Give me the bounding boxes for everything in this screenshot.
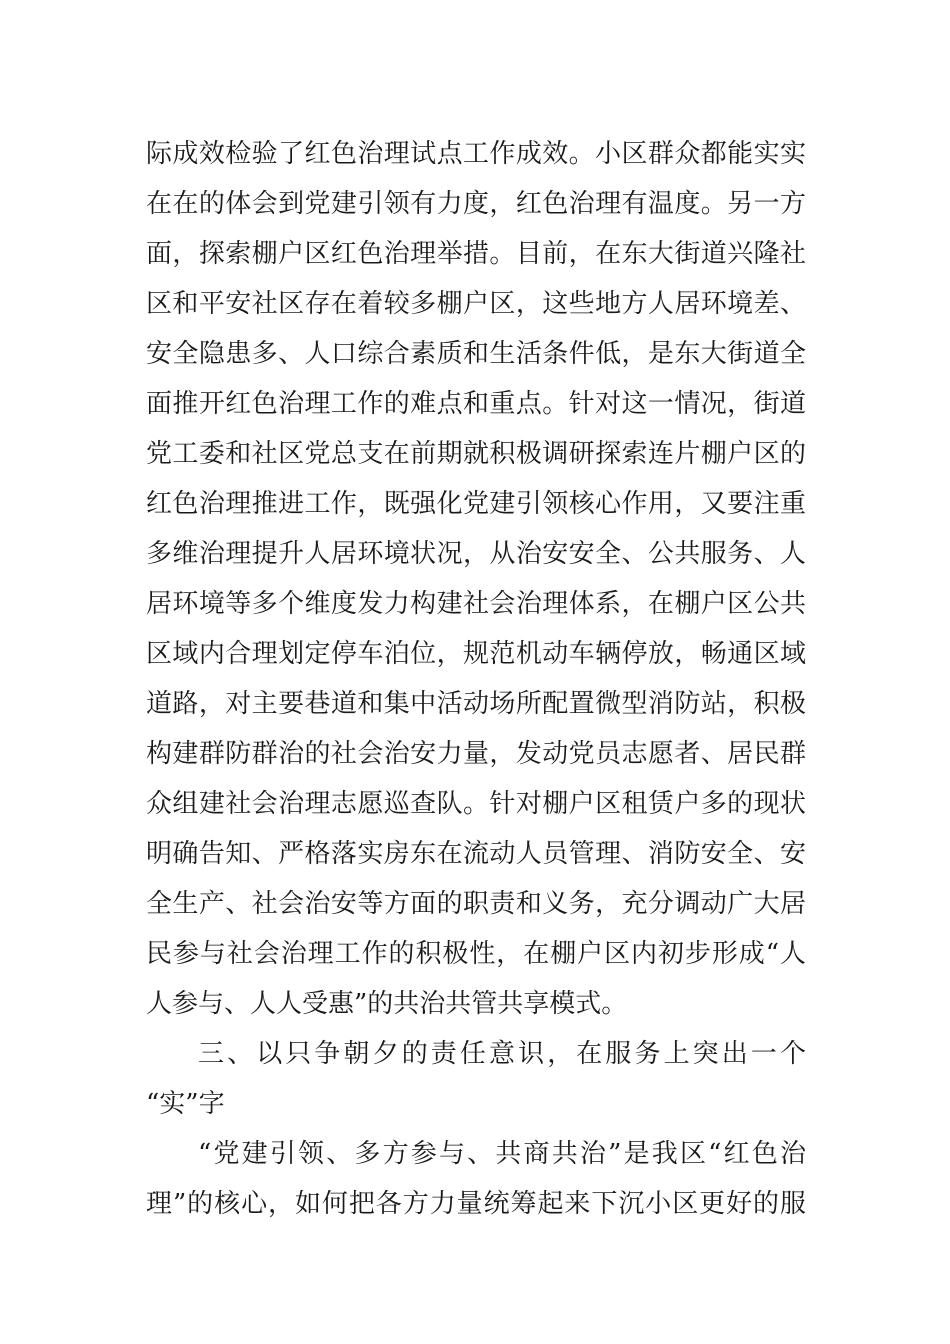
body-line-12: 道路，对主要巷道和集中活动场所配置微型消防站，积极 (146, 689, 806, 719)
body-line-11: 区域内合理划定停车泊位，规范机动车辆停放，畅通区域 (146, 639, 806, 669)
body-line-16: 全生产、社会治安等方面的职责和义务，充分调动广大居 (146, 889, 806, 919)
paragraph2-line-2: 理”的核心，如何把各方力量统筹起来下沉小区更好的服 (146, 1189, 806, 1219)
body-line-13: 构建群防群治的社会治安力量，发动党员志愿者、居民群 (146, 739, 806, 769)
body-line-1: 际成效检验了红色治理试点工作成效。小区群众都能实实 (146, 139, 806, 169)
body-line-14: 众组建社会治理志愿巡查队。针对棚户区租赁户多的现状 (146, 789, 806, 819)
body-line-8: 红色治理推进工作，既强化党建引领核心作用，又要注重 (146, 489, 806, 519)
body-line-7: 党工委和社区党总支在前期就积极调研探索连片棚户区的 (146, 439, 806, 469)
body-line-4: 区和平安社区存在着较多棚户区，这些地方人居环境差、 (146, 289, 806, 319)
paragraph2-line-1: “党建引领、多方参与、共商共治”是我区“红色治 (198, 1139, 806, 1169)
body-line-15: 明确告知、严格落实房东在流动人员管理、消防安全、安 (146, 839, 806, 869)
body-line-2: 在在的体会到党建引领有力度，红色治理有温度。另一方 (146, 189, 806, 219)
body-line-18: 人参与、人人受惠”的共治共管共享模式。 (146, 989, 628, 1019)
body-line-17: 民参与社会治理工作的积极性，在棚户区内初步形成“人 (146, 939, 806, 969)
body-line-6: 面推开红色治理工作的难点和重点。针对这一情况，街道 (146, 389, 806, 419)
body-line-9: 多维治理提升人居环境状况，从治安安全、公共服务、人 (146, 539, 806, 569)
body-line-5: 安全隐患多、人口综合素质和生活条件低，是东大街道全 (146, 339, 806, 369)
body-line-10: 居环境等多个维度发力构建社会治理体系，在棚户区公共 (146, 589, 806, 619)
section-heading-line-2: “实”字 (146, 1089, 225, 1119)
body-line-3: 面，探索棚户区红色治理举措。目前，在东大街道兴隆社 (146, 239, 806, 269)
section-heading-line-1: 三、以只争朝夕的责任意识，在服务上突出一个 (198, 1039, 806, 1069)
